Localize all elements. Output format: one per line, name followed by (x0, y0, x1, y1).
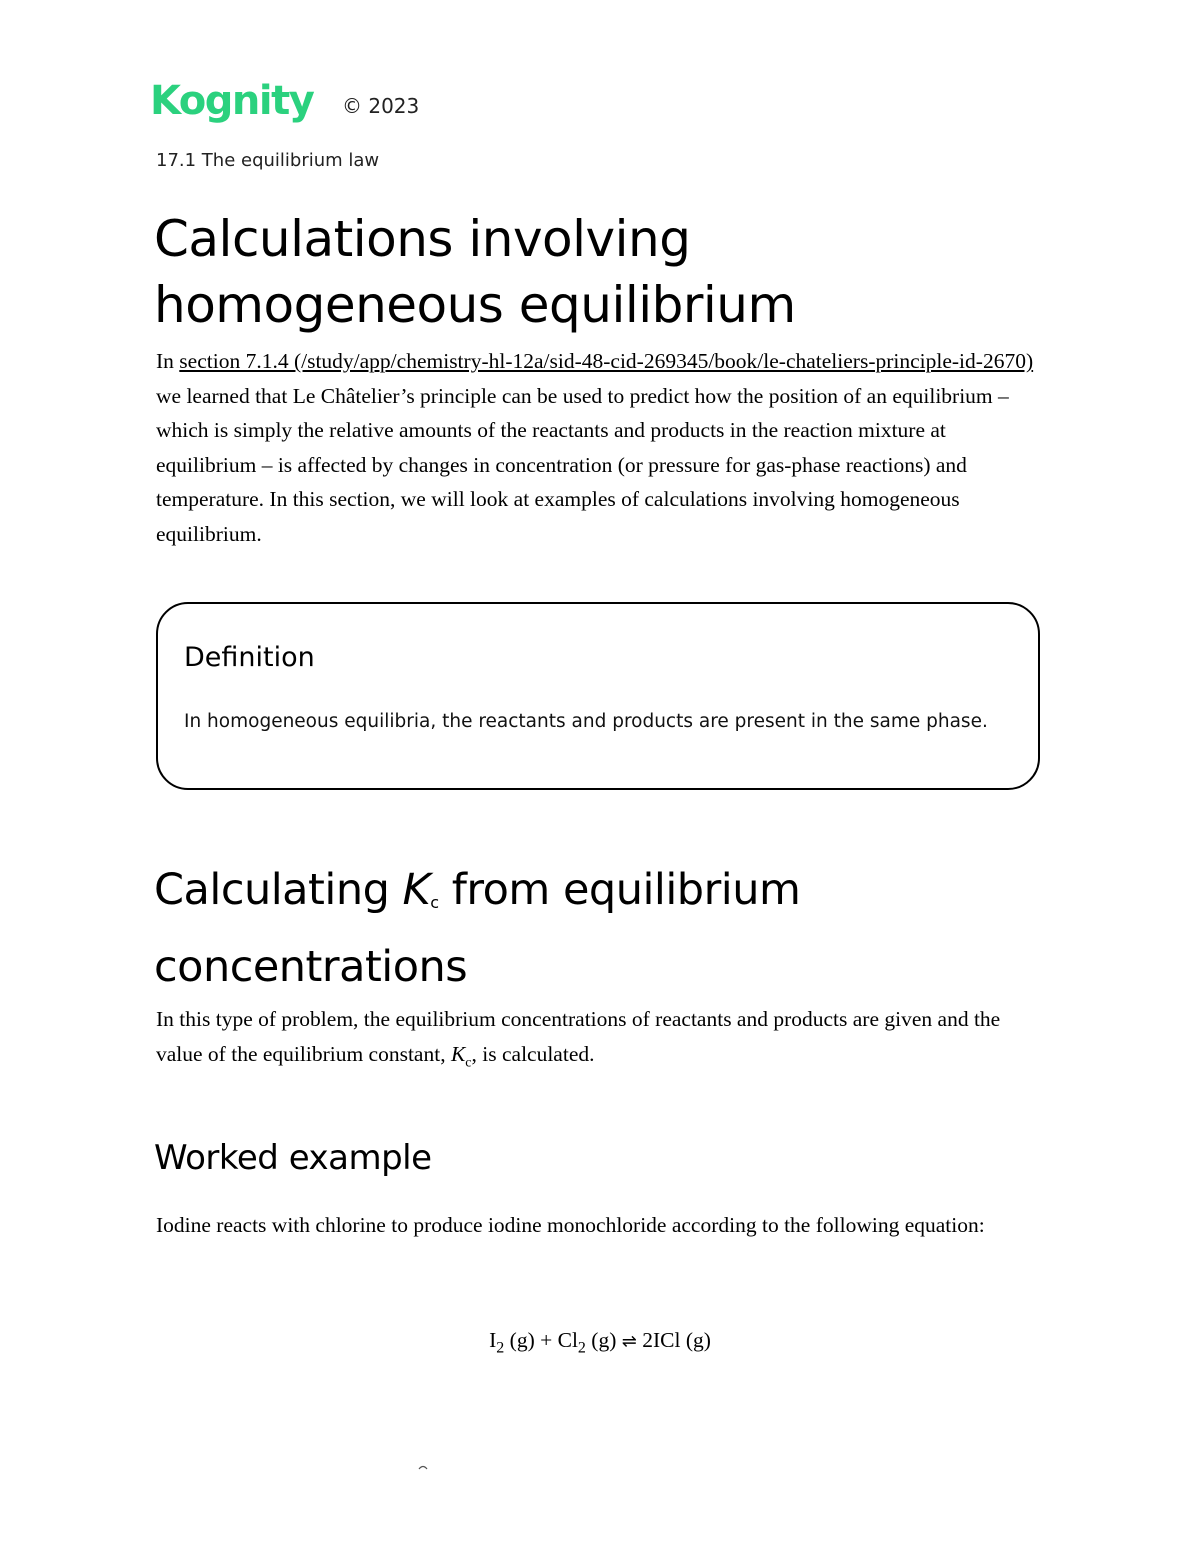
eq-sub-1: 2 (496, 1339, 505, 1357)
definition-heading: Definition (184, 642, 315, 673)
section-heading-start: Calculating (154, 865, 403, 915)
equilibrium-arrow-icon: ⇌ (621, 1331, 637, 1352)
chemical-equation (0, 1328, 1200, 1357)
eq-sub-2: 2 (577, 1339, 586, 1357)
kc-symbol: K (402, 865, 431, 915)
breadcrumb: 17.1 The equilibrium law (156, 150, 380, 171)
page-header (150, 76, 419, 130)
worked-example-text: Iodine reacts with chlorine to produce iodine monochloride according to the following equation: (156, 1213, 985, 1237)
copyright-text: © 2023 (342, 94, 420, 118)
definition-box (156, 602, 1040, 790)
intro-prefix: In (156, 349, 180, 373)
section-heading-end: from equilibrium concentrations (154, 865, 801, 992)
definition-text: In homogeneous equilibria, the reactants and products are present in the same phase. (184, 711, 988, 732)
kc-inline-sub: c (465, 1054, 472, 1070)
section-text-end: , is calculated. (471, 1041, 595, 1066)
kc-subscript: c (430, 893, 439, 912)
section-text-start: In this type of problem, the equilibrium concentrations of reactants and products are given and the value of the equilibrium constant, (156, 1007, 1001, 1066)
section-paragraph (156, 1002, 1036, 1080)
logo-wordmark: Kognity (150, 78, 314, 124)
section-link[interactable]: section 7.1.4 (/study/app/chemistry-hl-12a/sid-48-cid-269345/book/le-chateliers-principle-id-2670) (179, 349, 1034, 373)
page-title: Calculations involving homogeneous equilibrium (154, 210, 796, 334)
kognity-logo (150, 76, 326, 130)
kc-inline-k: K (450, 1041, 466, 1066)
intro-body: we learned that Le Châtelier’s principle can be used to predict how the position of an equilibrium – which is simply the relative amounts of the reactants and products in the reaction mixture at equilibrium – is affected by changes in concentration (or pressure for gas-phase reactions) and temperature. In this section, we will look at examples of calculations involving homogeneous equilibrium. (156, 383, 1009, 546)
eq-state: (g) (585, 1328, 622, 1352)
worked-example-heading: Worked example (154, 1138, 432, 1178)
kc-inline (450, 1041, 472, 1070)
page-mark-icon (418, 1464, 428, 1470)
intro-paragraph (156, 344, 1036, 551)
eq-product: 2ICl (g) (636, 1328, 711, 1352)
eq-chlorine: (g) + Cl (504, 1328, 578, 1352)
eq-iodine: I (489, 1328, 497, 1352)
section-heading (154, 858, 1054, 999)
